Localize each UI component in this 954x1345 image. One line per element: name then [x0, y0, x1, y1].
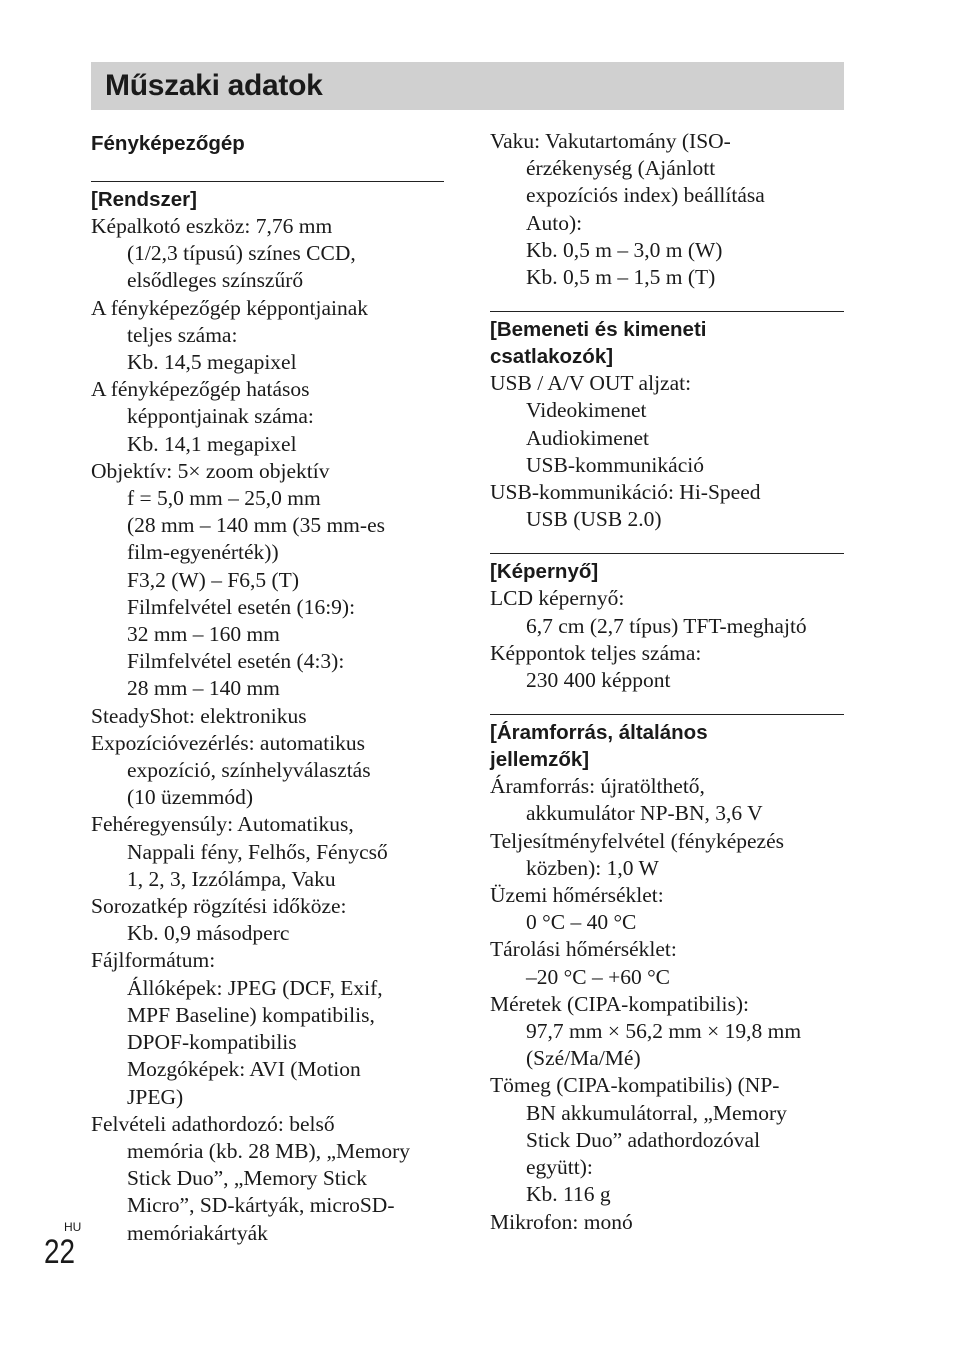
spec-line: 28 mm – 140 mm	[127, 676, 280, 701]
power-section	[490, 714, 844, 1235]
spec-line: 0 °C – 40 °C	[526, 910, 637, 935]
page-language: HU	[64, 1220, 82, 1234]
spec-line: A fényképezőgép képpontjainak	[91, 295, 369, 320]
spec-line: DPOF-kompatibilis	[127, 1030, 297, 1055]
title-bar	[91, 62, 844, 110]
spec-line: Filmfelvétel esetén (16:9):	[127, 594, 356, 619]
spec-line: Fehéregyensúly: Automatikus,	[91, 812, 354, 837]
spec-line: expozíció, színhelyválasztás	[127, 758, 371, 783]
system-section	[91, 181, 444, 1247]
spec-line: USB-kommunikáció: Hi-Speed	[490, 480, 761, 505]
spec-line: (Szé/Ma/Mé)	[526, 1046, 641, 1071]
spec-line: MPF Baseline) kompatibilis,	[127, 1002, 375, 1027]
camera-heading: Fényképezőgép	[91, 132, 245, 155]
spec-line: Kb. 0,9 másodperc	[127, 921, 290, 946]
spec-line: Stick Duo” adathordozóval	[526, 1127, 761, 1152]
spec-line: 32 mm – 160 mm	[127, 622, 280, 647]
spec-line: –20 °C – +60 °C	[526, 964, 671, 989]
io-section	[490, 311, 844, 533]
spec-line: Teljesítményfelvétel (fényképezés	[490, 828, 784, 853]
spec-line: f = 5,0 mm – 25,0 mm	[127, 486, 321, 511]
io-heading: [Bemeneti és kimeneti	[490, 318, 707, 342]
page-number: 22	[44, 1233, 76, 1271]
spec-line: érzékenység (Ajánlott	[526, 156, 716, 181]
spec-line: F3,2 (W) – F6,5 (T)	[127, 567, 299, 592]
spec-line: Nappali fény, Felhős, Fénycső	[127, 839, 388, 864]
spec-line: LCD képernyő:	[490, 586, 625, 611]
spec-line: Expozícióvezérlés: automatikus	[91, 730, 366, 755]
spec-line: akkumulátor NP-BN, 3,6 V	[526, 801, 763, 826]
spec-line: USB (USB 2.0)	[526, 507, 662, 532]
spec-line: film-egyenérték))	[127, 540, 279, 565]
spec-line: Képpontok teljes száma:	[490, 640, 702, 665]
screen-heading: [Képernyő]	[490, 560, 599, 584]
spec-line: Mikrofon: monó	[490, 1209, 633, 1234]
spec-line: SteadyShot: elektronikus	[91, 703, 307, 728]
spec-line: Állóképek: JPEG (DCF, Exif,	[127, 975, 383, 1000]
spec-line: Kb. 0,5 m – 3,0 m (W)	[526, 237, 723, 262]
spec-line: közben): 1,0 W	[526, 855, 659, 880]
system-heading: [Rendszer]	[91, 188, 197, 211]
screen-section	[490, 553, 844, 694]
spec-line: elsődleges színszűrő	[127, 268, 304, 293]
spec-line: JPEG)	[127, 1084, 184, 1109]
io-heading-cont: csatlakozók]	[490, 345, 614, 369]
spec-line: 6,7 cm (2,7 típus) TFT-meghajtó	[526, 613, 807, 638]
spec-line: Sorozatkép rögzítési időköze:	[91, 894, 347, 919]
spec-line: Fájlformátum:	[91, 948, 216, 973]
spec-line: képpontjainak száma:	[127, 404, 314, 429]
spec-line: Videokimenet	[526, 398, 647, 423]
spec-line: Kb. 14,1 megapixel	[127, 431, 297, 456]
spec-line: (10 üzemmód)	[127, 785, 253, 810]
spec-line: együtt):	[526, 1155, 593, 1180]
spec-line: memóriakártyák	[127, 1220, 268, 1245]
spec-line: Micro”, SD-kártyák, microSD-	[127, 1193, 395, 1218]
spec-line: memória (kb. 28 MB), „Memory	[127, 1138, 411, 1163]
spec-line: Kb. 116 g	[526, 1182, 611, 1207]
spec-line: Felvételi adathordozó: belső	[91, 1111, 335, 1136]
spec-line: 230 400 képpont	[526, 668, 671, 693]
spec-line: teljes száma:	[127, 322, 238, 347]
flash-list	[490, 128, 844, 291]
spec-line: Áramforrás: újratölthető,	[490, 774, 705, 799]
system-list	[91, 213, 444, 1247]
spec-line: Kb. 0,5 m – 1,5 m (T)	[526, 265, 716, 290]
spec-line: Tárolási hőmérséklet:	[490, 937, 677, 962]
spec-line: Audiokimenet	[526, 425, 650, 450]
spec-line: Objektív: 5× zoom objektív	[91, 458, 330, 483]
spec-line: Filmfelvétel esetén (4:3):	[127, 649, 345, 674]
spec-line: USB / A/V OUT aljzat:	[490, 371, 692, 396]
spec-line: (1/2,3 típusú) színes CCD,	[127, 241, 356, 266]
spec-line: Vaku: Vakutartomány (ISO-	[490, 129, 731, 153]
spec-line: Tömeg (CIPA-kompatibilis) (NP-	[490, 1073, 780, 1098]
left-column	[91, 128, 444, 1247]
spec-line: (28 mm – 140 mm (35 mm-es	[127, 513, 385, 538]
power-heading: [Áramforrás, általános	[490, 721, 708, 745]
spec-line: Méretek (CIPA-kompatibilis):	[490, 991, 749, 1016]
spec-line: Kb. 14,5 megapixel	[127, 350, 297, 375]
spec-line: A fényképezőgép hatásos	[91, 377, 310, 402]
spec-line: Stick Duo”, „Memory Stick	[127, 1166, 368, 1191]
spec-line: Üzemi hőmérséklet:	[490, 883, 664, 908]
spec-line: Mozgóképek: AVI (Motion	[127, 1057, 361, 1082]
spec-line: expozíciós index) beállítása	[526, 183, 765, 208]
spec-line: Auto):	[526, 210, 583, 235]
spec-line: BN akkumulátorral, „Memory	[526, 1100, 787, 1125]
power-heading-cont: jellemzők]	[490, 748, 590, 772]
spec-line: Képalkotó eszköz: 7,76 mm	[91, 214, 333, 238]
page-title: Műszaki adatok	[105, 69, 323, 102]
spec-line: 1, 2, 3, Izzólámpa, Vaku	[127, 866, 336, 891]
spec-line: 97,7 mm × 56,2 mm × 19,8 mm	[526, 1019, 802, 1044]
right-column	[490, 128, 844, 1236]
spec-line: USB-kommunikáció	[526, 452, 704, 477]
